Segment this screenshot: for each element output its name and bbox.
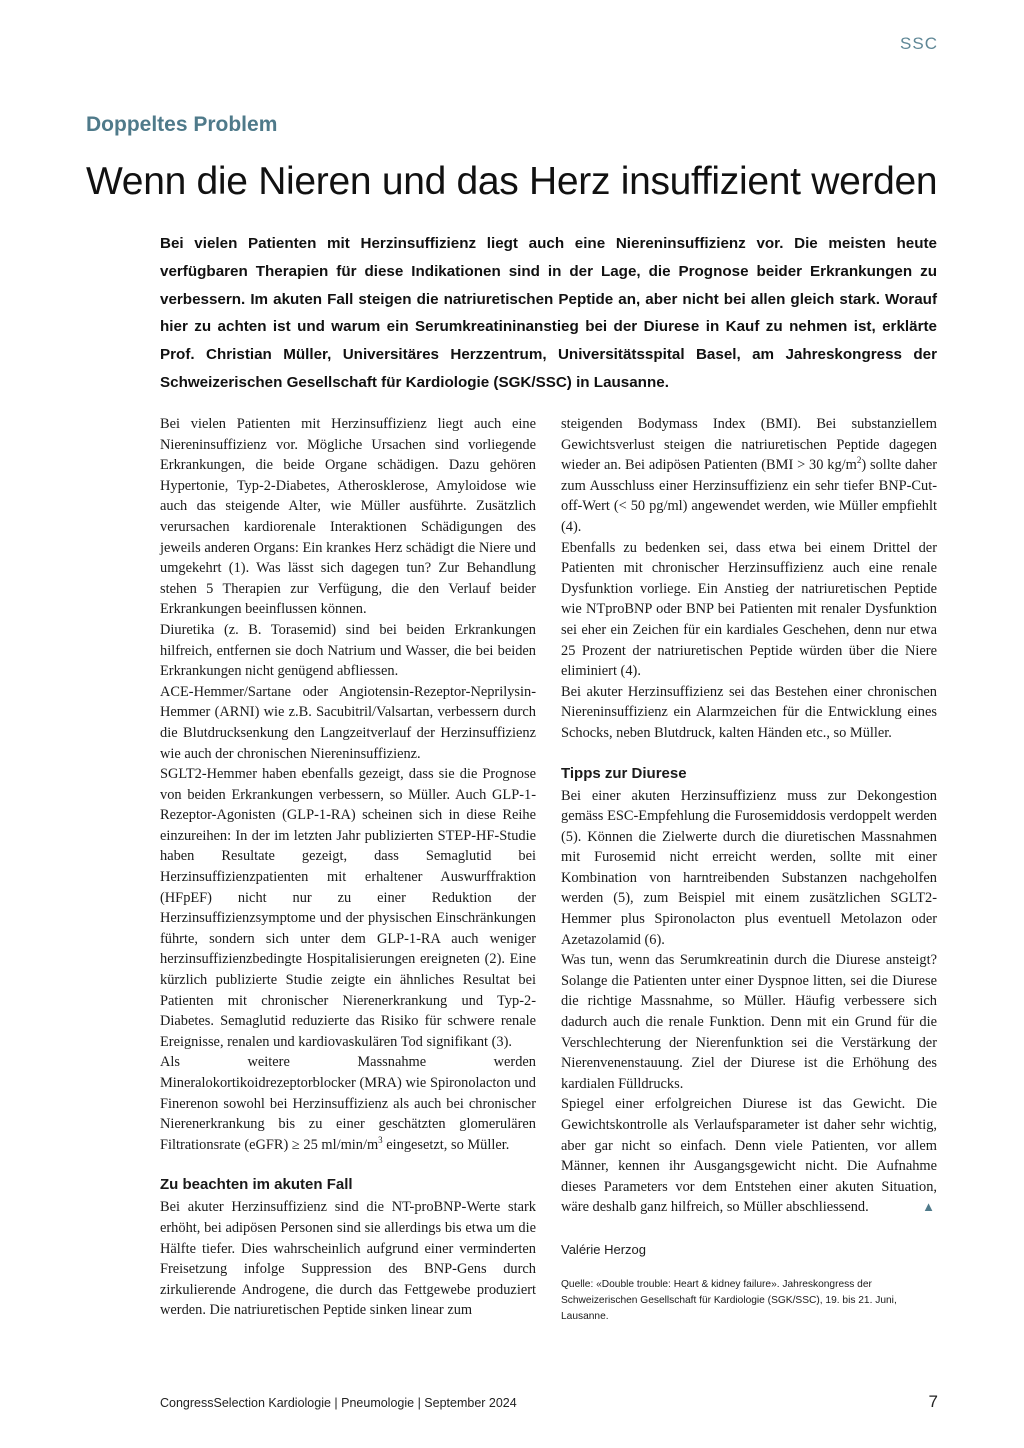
paragraph: Bei vielen Patienten mit Herzinsuffizienz liegt auch eine Niereninsuffizienz vor. Mögliche Ursachen sind vorliegende Erkrankungen, die beide Organe schädigen. Dazu gehören Hypertonie, Typ-2-Diabetes, Atherosklerose, Amyloidose wie auch das steigende Alter, wie Müller ausführte. Zusätzlich verursachen kardiorenale Interaktionen Schädigungen des jeweils anderen Organs: Ein krankes Herz schädigt die Niere und umgekehrt (1). Was lässt sich dagegen tun? Zur Behandlung stehen 5 Therapien zur Verfügung, die den Verlauf beider Erkrankungen beeinflussen können. bbox=[160, 416, 536, 618]
paragraph: Spiegel einer erfolgreichen Diurese ist das Gewicht. Die Gewichtskontrolle als Verlaufsparameter ist daher sehr wichtig, aber gar nicht so einfach. Denn viele Patienten, vor allem Männer, kennen ihr Ausgangsgewicht nicht. Die Aufnahme dieses Parameters vor dem Entstehen einer akuten Situation, wäre deshalb ganz hilfreich, so Müller abschliessend. ▲ bbox=[561, 1094, 937, 1218]
end-triangle-icon: ▲ bbox=[922, 1199, 935, 1215]
page-number: 7 bbox=[928, 1392, 938, 1411]
paragraph: Diuretika (z. B. Torasemid) sind bei beiden Erkrankungen hilfreich, entfernen sie doch Natrium und Wasser, die bei beiden Erkrankungen nicht genügend abfliessen. bbox=[160, 621, 536, 680]
article-kicker: Doppeltes Problem bbox=[86, 113, 278, 136]
source-note: Quelle: «Double trouble: Heart & kidney failure». Jahreskongress der Schweizerischen Gesellschaft für Kardiologie (SGK/SSC), 19. bis 21. Juni, Lausanne. bbox=[561, 1278, 897, 1322]
article-lead: Bei vielen Patienten mit Herzinsuffizienz liegt auch eine Niereninsuffizienz vor. Die meisten heute verfügbaren Therapien für diese Indikationen sind in der Lage, die Prognose beider Erkrankungen zu verbessern. Im akuten Fall steigen die natriuretischen Peptide an, aber nicht bei allen gleich stark. Worauf hier zu achten ist und warum ein Serumkreatininanstieg bei der Diurese in Kauf zu nehmen ist, erklärte Prof. Christian Müller, Universitäres Herzzentrum, Universitätsspital Basel, am Jahreskongress der Schweizerischen Gesellschaft für Kardiologie (SGK/SSC) in Lausanne. bbox=[160, 235, 937, 391]
body-column-left bbox=[160, 414, 536, 1321]
paragraph: Bei akuter Herzinsuffizienz sei das Bestehen einer chronischen Niereninsuffizienz ein Alarmzeichen für die Entwicklung eines Schocks, neben Blutdruck, kalten Händen etc., so Müller. bbox=[561, 683, 937, 741]
body-column-right bbox=[561, 414, 937, 1325]
subheading-acute: Zu beachten im akuten Fall bbox=[160, 1176, 353, 1194]
paragraph: ACE-Hemmer/Sartane oder Angiotensin-Rezeptor-Neprilysin-Hemmer (ARNI) wie z.B. Sacubitril/Valsartan, verbessern durch die Blutdrucksenkung den Langzeitverlauf der Herzinsuffizienz wie auch der chronischen Niereninsuffizienz. bbox=[160, 683, 536, 762]
paragraph: steigenden Bodymass Index (BMI). Bei substanziellem Gewichtsverlust steigen die natriuretischen Peptide dagegen wieder an. Bei adipösen Patienten (BMI > 30 $kg/m^2$) sollte daher zum Ausschluss einer Herzinsuffizienz ein sehr tiefer BNP-Cut-off-Wert (< 50 pg/ml) angewendet werden, wie Müller empfiehlt (4). bbox=[561, 416, 937, 535]
paragraph: SGLT2-Hemmer haben ebenfalls gezeigt, dass sie die Prognose von beiden Erkrankungen verbessern, so Müller. Auch GLP-1-Rezeptor-Agonisten (GLP-1-RA) scheinen sich in diese Reihe einzureihen: In der im letzten Jahr publizierten STEP-HF-Studie haben Resultate gezeigt, dass Semaglutid bei Herzinsuffizienzpatienten mit erhaltener Auswurffraktion (HFpEF) nicht nur zu einer Reduktion der Herzinsuffizienzsymptome und der physischen Einschränkungen führte, sondern sich unter dem GLP-1-RA auch weniger herzinsuffizienzbedingte Hospitalisierungen ereigneten (2). Eine kürzlich publizierte Studie zeigte ein ähnliches Resultat bei Patienten mit chronischer Nierenerkrankung und Typ-2-Diabetes. Semaglutid reduzierte das Risiko für schwere renale Ereignisse, renalen und kardiovaskulären Tod signifikant (3). bbox=[160, 766, 536, 1050]
section-tag: SSC bbox=[900, 34, 938, 53]
paragraph: Als weitere Massnahme werden Mineralokortikoidrezeptorblocker (MRA) wie Spironolacton und Finerenon sowohl bei Herzinsuffizienz als auch bei chronischer Nierenerkrankung bis zu einer geschätzten glomerulären Filtrationsrate (eGFR) ≥ 25 $ml/\min/m^3$ eingesetzt, so Müller. bbox=[160, 1054, 536, 1153]
footer-publication: CongressSelection Kardiologie | Pneumologie | September 2024 bbox=[160, 1396, 517, 1410]
paragraph: Bei akuter Herzinsuffizienz sind die NT-proBNP-Werte stark erhöht, bei adipösen Personen sind sie allerdings bis etwa um die Hälfte tiefer. Dies wahrscheinlich aufgrund einer verminderten Freisetzung infolge Suppression des BNP-Gens durch zirkulierende Androgene, die durch das Fettgewebe produziert werden. Die natriuretischen Peptide sinken linear zum bbox=[160, 1199, 536, 1319]
subheading-diurese: Tipps zur Diurese bbox=[561, 764, 687, 782]
paragraph: Bei einer akuten Herzinsuffizienz muss zur Dekongestion gemäss ESC-Empfehlung die Furosemiddosis verdoppelt werden (5). Können die Zielwerte durch die diuretischen Massnahmen mit Furosemid nicht erreicht werden, sollte mit einer Kombination von harntreibenden Substanzen nachgeholfen werden (5), zum Beispiel mit einem zusätzlichen SGLT2-Hemmer plus Spironolacton plus eventuell Metolazon oder Azetazolamid (6). bbox=[561, 787, 937, 948]
author-name: Valérie Herzog bbox=[561, 1241, 647, 1257]
article-title: Wenn die Nieren und das Herz insuffizient werden bbox=[86, 160, 938, 203]
paragraph: Was tun, wenn das Serumkreatinin durch die Diurese ansteigt? Solange die Patienten unter einer Dyspnoe litten, sei die Diurese die richtige Massnahme, so Müller. Häufig verbessere sich dadurch auch die renale Funktion. Denn mit ein Grund für die Verschlechterung der Nierenfunktion sei die Verstärkung der Nierenvenenstauung. Ziel der Diurese ist die Erhöhung des kardialen Fülldrucks. bbox=[561, 952, 937, 1092]
paragraph: Ebenfalls zu bedenken sei, dass etwa bei einem Drittel der Patienten mit chronischer Herzinsuffizienz auch eine renale Dysfunktion vorliege. Ein Anstieg der natriuretischen Peptide wie NTproBNP oder BNP bei Patienten mit renaler Dysfunktion sei eher ein Zeichen für ein kardiales Geschehen, denn nur etwa 25 Prozent der natriuretischen Peptide würden über die Niere eliminiert (4). bbox=[561, 539, 937, 680]
